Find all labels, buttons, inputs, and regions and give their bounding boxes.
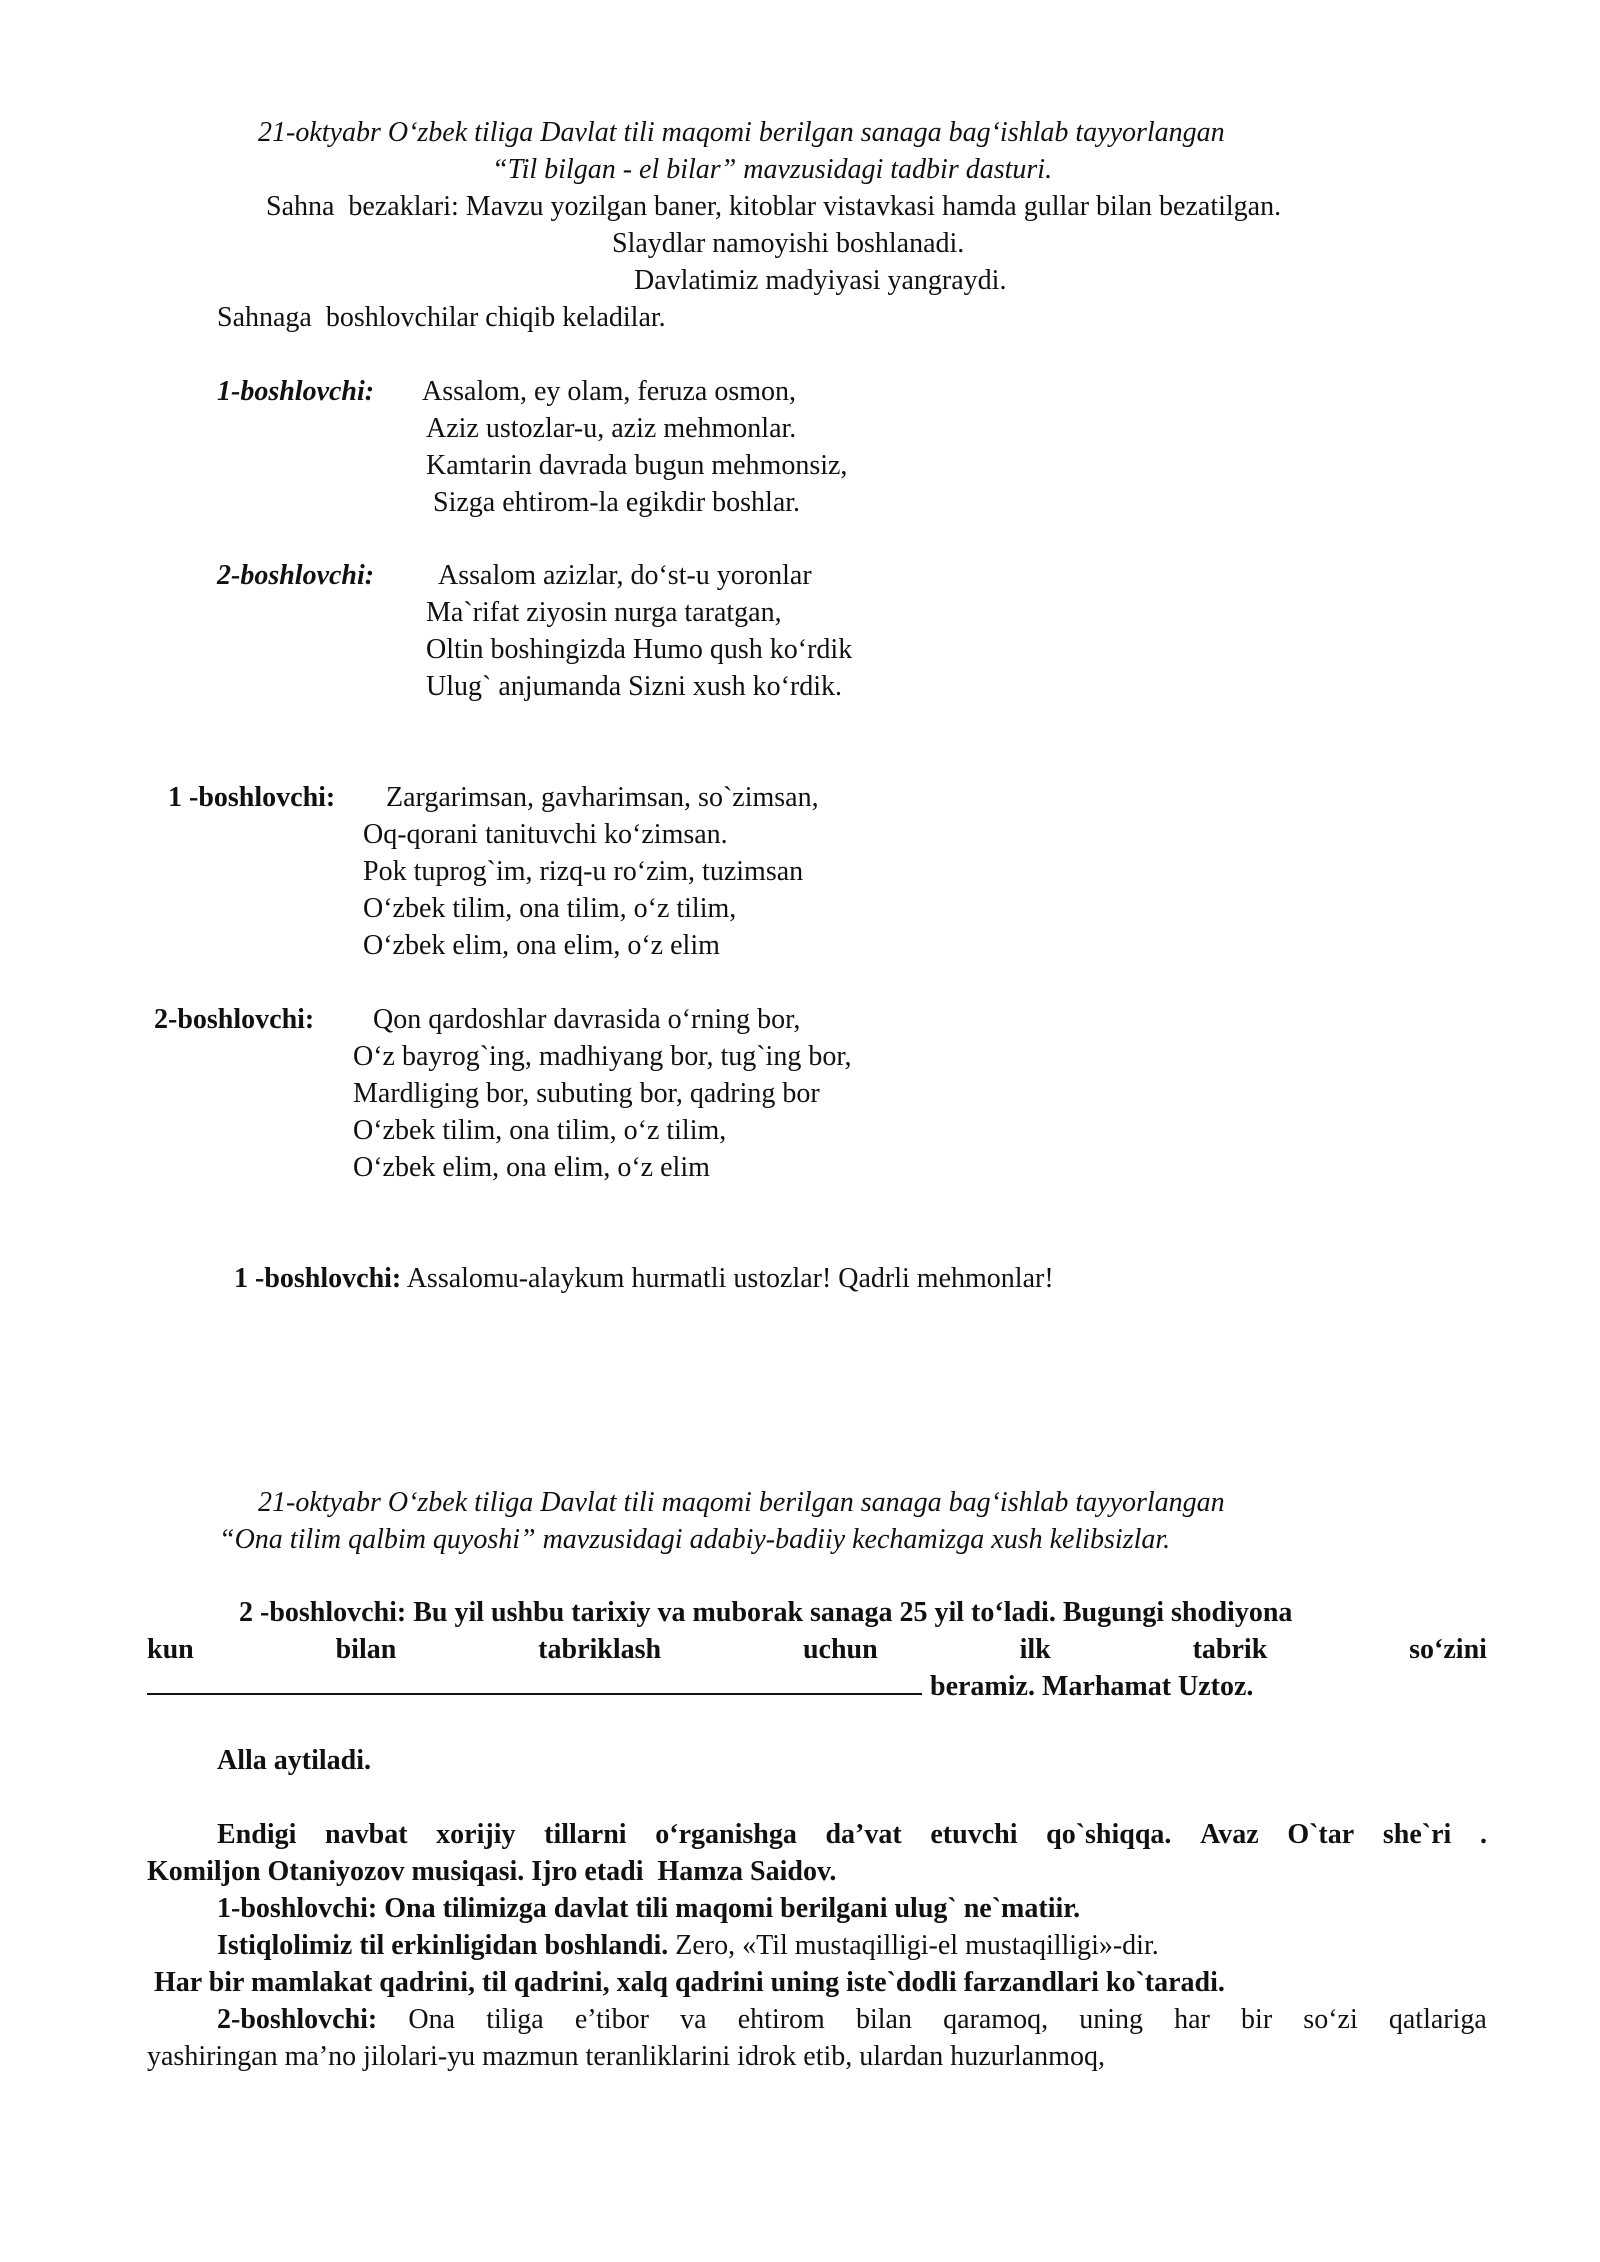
p5-bold: Istiqlolimiz til erkinligidan boshlandi. (217, 1930, 669, 1961)
p5-normal: Zero, «Til mustaqilligi-el mustaqilligi»-dir. (668, 1930, 1159, 1961)
word: tiliga (486, 2004, 544, 2035)
verse3-line: O‘zbek tilim, ona tilim, o‘z tilim, (363, 893, 737, 924)
word: . (1479, 1819, 1487, 1850)
program-title-line2: “Til bilgan - el bilar” mavzusidagi tadbir dasturi. (492, 154, 1053, 185)
word: etuvchi (930, 1819, 1018, 1850)
verse1-line: Sizga ehtirom-la egikdir boshlar. (426, 487, 801, 518)
p7-line1 (217, 2001, 1487, 2038)
word: Endigi (217, 1819, 297, 1850)
word: e’tibor (574, 2004, 650, 2035)
p3-line1 (217, 1816, 1487, 1853)
verse2-line: Ulug` anjumanda Sizni xush ko‘rdik. (426, 671, 843, 702)
greeting-text: Assalomu-alaykum hurmatli ustozlar! Qadrli mehmonlar! (401, 1263, 1054, 1294)
word: qatlariga (1388, 2004, 1487, 2035)
word: so‘zini (1409, 1634, 1487, 1665)
word: qaramoq, (943, 2004, 1049, 2035)
p2-text: Alla aytiladi. (217, 1745, 372, 1776)
verse2-line: Assalom azizlar, do‘st-u yoronlar (438, 560, 812, 591)
word: tillarni (544, 1819, 627, 1850)
word: har (1174, 2004, 1210, 2035)
word: uchun (802, 1634, 878, 1665)
verse1-line: Kamtarin davrada bugun mehmonsiz, (426, 450, 848, 481)
verse4-line: Mardliging bor, subuting bor, qadring bor (353, 1078, 820, 1109)
greeting-line (234, 1260, 1054, 1297)
word: va (680, 2004, 707, 2035)
word: bilan (335, 1634, 397, 1665)
program-title-line1: 21-oktyabr O‘zbek tiliga Davlat tili maqomi berilgan sanaga bag‘ishlab tayyorlangan (258, 117, 1225, 148)
word: o‘rganishga (655, 1819, 797, 1850)
evening-title-line1: 21-oktyabr O‘zbek tiliga Davlat tili maqomi berilgan sanaga bag‘ishlab tayyorlangan (258, 1487, 1225, 1518)
verse4-speaker: 2-boshlovchi: (154, 1004, 315, 1035)
verse4-line: O‘zbek tilim, ona tilim, o‘z tilim, (353, 1115, 727, 1146)
word: tabrik (1192, 1634, 1268, 1665)
p3-line2: Komiljon Otaniyozov musiqasi. Ijro etadi Hamza Saidov. (147, 1856, 837, 1887)
p4-text: 1-boshlovchi: Ona tilimizga davlat tili maqomi berilgani ulug` ne`matiir. (217, 1893, 1081, 1924)
verse4-line: Qon qardoshlar davrasida o‘rning bor, (373, 1004, 801, 1035)
word: she`ri (1382, 1819, 1452, 1850)
blank-line (147, 1669, 922, 1695)
word: navbat (325, 1819, 408, 1850)
word: da’vat (825, 1819, 902, 1850)
word: ilk (1019, 1634, 1051, 1665)
p7-speaker: 2-boshlovchi: (217, 2004, 378, 2035)
greeting-speaker: 1 -boshlovchi: (234, 1263, 402, 1294)
stage-decor-text: Sahna bezaklari: Mavzu yozilgan baner, kitoblar vistavkasi hamda gullar bilan bezatilgan. (266, 191, 1282, 222)
verse1-speaker: 1-boshlovchi: (217, 376, 375, 407)
hosts-enter-text: Sahnaga boshlovchilar chiqib keladilar. (217, 302, 666, 333)
verse3-line: Pok tuprog`im, rizq-u ro‘zim, tuzimsan (363, 856, 804, 887)
p7-line2: yashiringan ma’no jilolari-yu mazmun teranliklarini idrok etib, ulardan huzurlanmoq, (147, 2041, 1105, 2072)
verse1-line: Assalom, ey olam, feruza osmon, (422, 376, 797, 407)
word: qo`shiqqa. (1046, 1819, 1172, 1850)
word: Avaz (1200, 1819, 1259, 1850)
p1-line2 (147, 1631, 1487, 1668)
verse3-line: O‘zbek elim, ona elim, o‘z elim (363, 930, 720, 961)
word: kun (147, 1634, 194, 1665)
p6-text: Har bir mamlakat qadrini, til qadrini, xalq qadrini uning iste`dodli farzandlari ko`taradi. (154, 1967, 1225, 1998)
verse1-line: Aziz ustozlar-u, aziz mehmonlar. (426, 413, 797, 444)
word: uning (1079, 2004, 1143, 2035)
word: so‘zi (1303, 2004, 1358, 2035)
p1-line1: 2 -boshlovchi: Bu yil ushbu tarixiy va muborak sanaga 25 yil to‘ladi. Bugungi shodiyona (239, 1597, 1293, 1628)
verse2-line: Ma`rifat ziyosin nurga taratgan, (426, 597, 782, 628)
anthem-text: Davlatimiz madyiyasi yangraydi. (634, 265, 1007, 296)
word: bilan (855, 2004, 912, 2035)
evening-title-line2: “Ona tilim qalbim quyoshi” mavzusidagi adabiy-badiiy kechamizga xush kelibsizlar. (219, 1524, 1171, 1555)
slides-text: Slaydlar namoyishi boshlanadi. (612, 228, 965, 259)
verse2-speaker: 2-boshlovchi: (217, 560, 375, 591)
word: Ona (408, 2004, 456, 2035)
word: O`tar (1287, 1819, 1355, 1850)
verse3-line: Zargarimsan, gavharimsan, so`zimsan, (386, 782, 819, 813)
word: xorijiy (436, 1819, 516, 1850)
word: tabriklash (538, 1634, 662, 1665)
p1-line3-text: beramiz. Marhamat Uztoz. (930, 1671, 1254, 1702)
verse3-line: Oq-qorani tanituvchi ko‘zimsan. (363, 819, 728, 850)
p5-line (217, 1927, 1159, 1964)
verse3-speaker: 1 -boshlovchi: (168, 782, 336, 813)
word: bir (1241, 2004, 1273, 2035)
word: ehtirom (737, 2004, 825, 2035)
verse2-line: Oltin boshingizda Humo qush ko‘rdik (426, 634, 853, 665)
verse4-line: O‘zbek elim, ona elim, o‘z elim (353, 1152, 710, 1183)
verse4-line: O‘z bayrog`ing, madhiyang bor, tug`ing bor, (353, 1041, 852, 1072)
p1-line3 (147, 1668, 1253, 1705)
